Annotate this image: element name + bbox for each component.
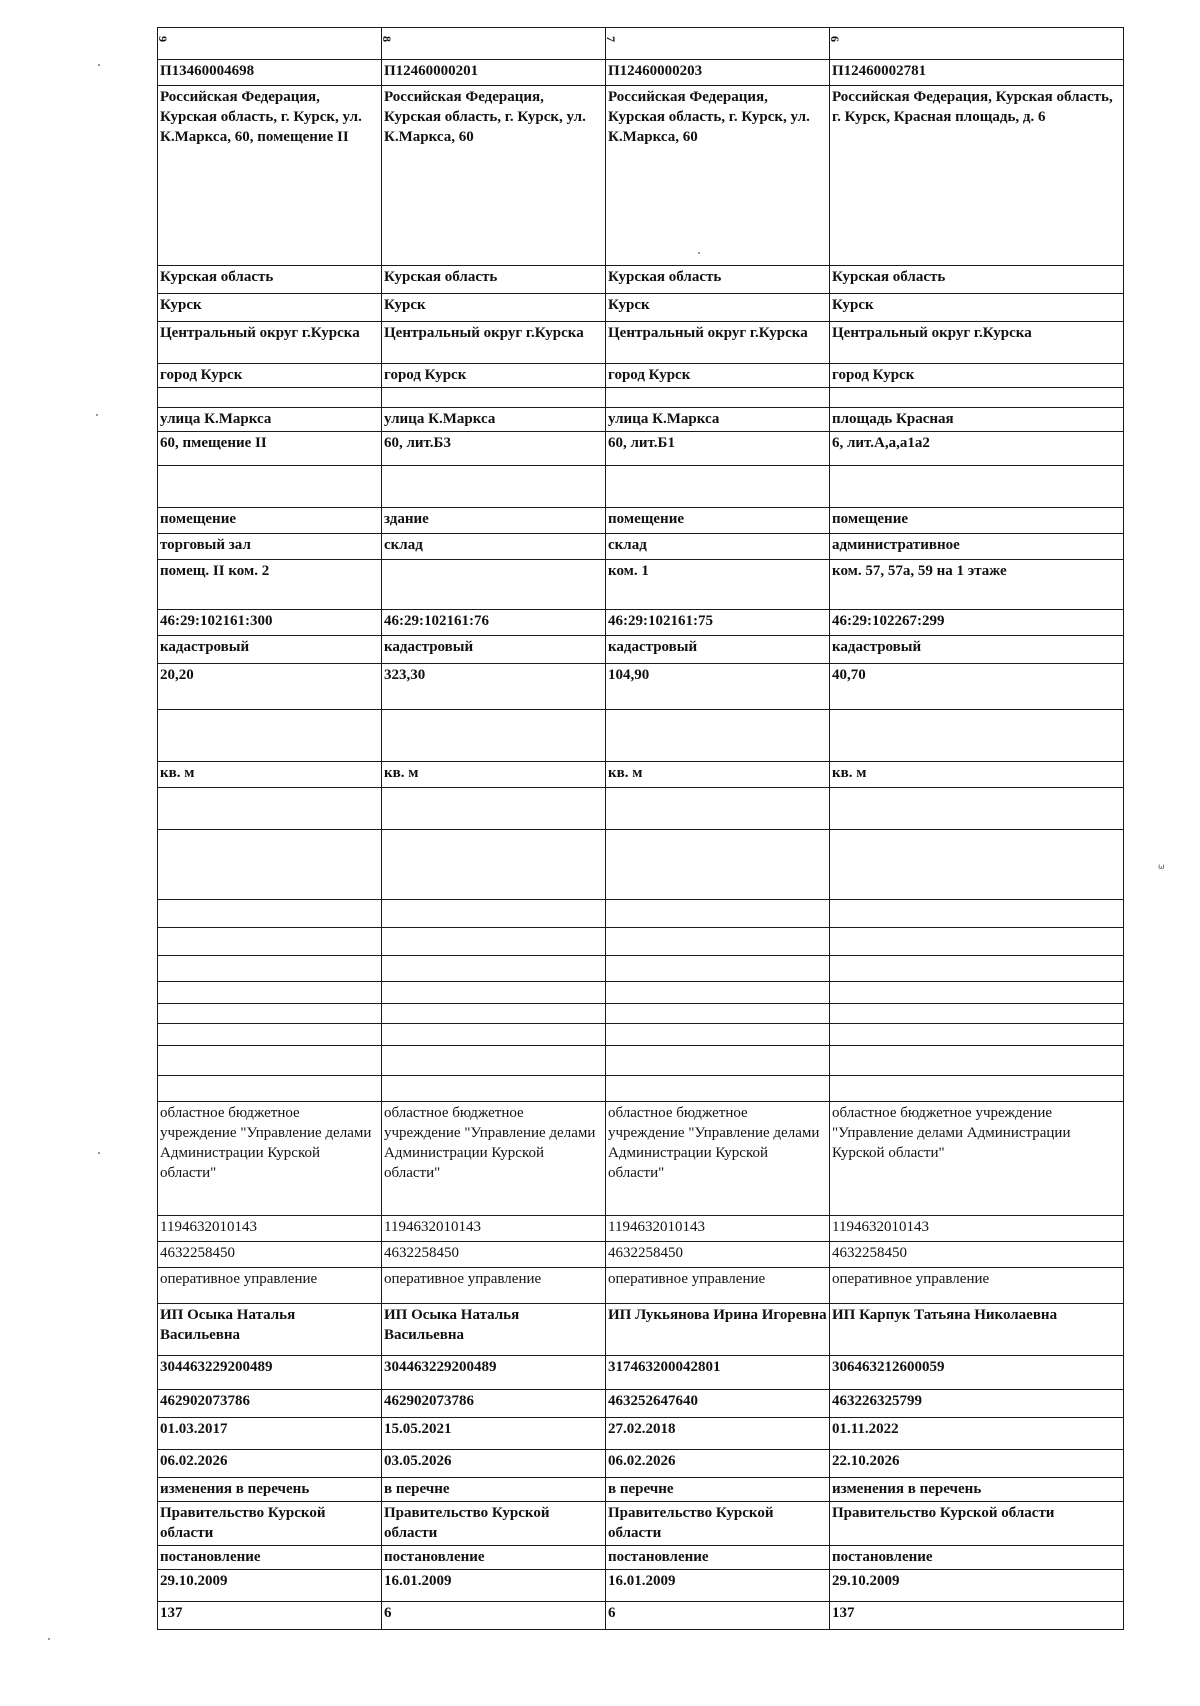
cell-authority: Правительство Курской области bbox=[606, 1502, 830, 1546]
cell-purpose: склад bbox=[606, 534, 830, 560]
cell-unit: кв. м bbox=[382, 762, 606, 788]
cell-cadastral-number: 46:29:102267:299 bbox=[830, 610, 1124, 636]
cell-ogrn: 1194632010143 bbox=[606, 1216, 830, 1242]
cell-change-type: изменения в перечень bbox=[830, 1478, 1124, 1502]
empty-cell bbox=[158, 1024, 382, 1046]
cell-holder: областное бюджетное учреждение "Управление делами Администрации Курской области" bbox=[606, 1102, 830, 1216]
registry-row bbox=[158, 28, 1124, 60]
cell-tenant-ogrnip: 304463229200489 bbox=[382, 1356, 606, 1390]
empty-cell bbox=[158, 956, 382, 982]
cell-area: 104,90 bbox=[606, 664, 830, 710]
cell-index bbox=[830, 28, 1124, 60]
cell-full-address: Российская Федерация, Курская область, г. Курск, ул. К.Маркса, 60 bbox=[606, 86, 830, 266]
cell-act-number: 137 bbox=[158, 1602, 382, 1630]
cell-unit: кв. м bbox=[830, 762, 1124, 788]
cell-tenant: ИП Карпук Татьяна Николаевна bbox=[830, 1304, 1124, 1356]
registry-row bbox=[158, 1546, 1124, 1570]
registry-row bbox=[158, 1242, 1124, 1268]
cell-number-type: кадастровый bbox=[158, 636, 382, 664]
registry-row bbox=[158, 1046, 1124, 1076]
cell-description: ком. 1 bbox=[606, 560, 830, 610]
cell-holder: областное бюджетное учреждение "Управление делами Администрации Курской области" bbox=[382, 1102, 606, 1216]
cell-object-type: помещение bbox=[830, 508, 1124, 534]
cell-purpose: административное bbox=[830, 534, 1124, 560]
empty-cell bbox=[830, 928, 1124, 956]
cell-date-from: 15.05.2021 bbox=[382, 1418, 606, 1450]
cell-date-from: 01.11.2022 bbox=[830, 1418, 1124, 1450]
cell-tenant-inn: 462902073786 bbox=[382, 1390, 606, 1418]
empty-cell bbox=[158, 982, 382, 1004]
column-index: 6 bbox=[828, 36, 842, 42]
cell-ogrn: 1194632010143 bbox=[830, 1216, 1124, 1242]
empty-cell bbox=[382, 982, 606, 1004]
cell-description: ком. 57, 57а, 59 на 1 этаже bbox=[830, 560, 1124, 610]
cell-unit: кв. м bbox=[158, 762, 382, 788]
cell-tenant-inn: 463252647640 bbox=[606, 1390, 830, 1418]
registry-row bbox=[158, 830, 1124, 900]
registry-row bbox=[158, 1076, 1124, 1102]
registry-row bbox=[158, 1102, 1124, 1216]
cell-blank-1 bbox=[830, 388, 1124, 408]
empty-cell bbox=[606, 1046, 830, 1076]
cell-region: Курская область bbox=[606, 266, 830, 294]
cell-city: Курск bbox=[158, 294, 382, 322]
cell-index bbox=[158, 28, 382, 60]
cell-cadastral-number: 46:29:102161:300 bbox=[158, 610, 382, 636]
registry-row bbox=[158, 900, 1124, 928]
cell-ogrn: 1194632010143 bbox=[382, 1216, 606, 1242]
cell-act-number: 137 bbox=[830, 1602, 1124, 1630]
cell-act-type: постановление bbox=[830, 1546, 1124, 1570]
cell-right-type: оперативное управление bbox=[830, 1268, 1124, 1304]
cell-blank-3 bbox=[158, 710, 382, 762]
cell-object-type: помещение bbox=[158, 508, 382, 534]
cell-change-type: в перечне bbox=[382, 1478, 606, 1502]
cell-district: Центральный округ г.Курска bbox=[158, 322, 382, 364]
column-index: 9 bbox=[156, 36, 170, 42]
cell-tenant: ИП Осыка Наталья Васильевна bbox=[382, 1304, 606, 1356]
cell-index bbox=[606, 28, 830, 60]
cell-house: 6, лит.А,а,а1а2 bbox=[830, 432, 1124, 466]
empty-cell bbox=[606, 1076, 830, 1102]
cell-full-address: Российская Федерация, Курская область, г. Курск, ул. К.Маркса, 60, помещение II bbox=[158, 86, 382, 266]
registry-row bbox=[158, 1418, 1124, 1450]
cell-street: улица К.Маркса bbox=[158, 408, 382, 432]
registry-row bbox=[158, 610, 1124, 636]
empty-cell bbox=[382, 1024, 606, 1046]
cell-number-type: кадастровый bbox=[830, 636, 1124, 664]
empty-cell bbox=[158, 1004, 382, 1024]
empty-cell bbox=[830, 1024, 1124, 1046]
cell-date-to: 06.02.2026 bbox=[606, 1450, 830, 1478]
cell-act-date: 29.10.2009 bbox=[158, 1570, 382, 1602]
empty-cell bbox=[830, 1076, 1124, 1102]
registry-row bbox=[158, 266, 1124, 294]
cell-cadastral-number: 46:29:102161:76 bbox=[382, 610, 606, 636]
empty-cell bbox=[830, 788, 1124, 830]
cell-street: площадь Красная bbox=[830, 408, 1124, 432]
registry-row bbox=[158, 364, 1124, 388]
cell-locality: город Курск bbox=[830, 364, 1124, 388]
registry-row bbox=[158, 1602, 1124, 1630]
speck bbox=[698, 252, 700, 254]
registry-row bbox=[158, 710, 1124, 762]
empty-cell bbox=[382, 788, 606, 830]
registry-row bbox=[158, 1356, 1124, 1390]
empty-cell bbox=[158, 1046, 382, 1076]
speck bbox=[48, 1638, 50, 1640]
cell-inn: 4632258450 bbox=[606, 1242, 830, 1268]
cell-act-date: 16.01.2009 bbox=[606, 1570, 830, 1602]
empty-cell bbox=[606, 788, 830, 830]
cell-change-type: в перечне bbox=[606, 1478, 830, 1502]
registry-row bbox=[158, 408, 1124, 432]
cell-blank-1 bbox=[158, 388, 382, 408]
empty-cell bbox=[158, 928, 382, 956]
empty-cell bbox=[382, 830, 606, 900]
registry-row bbox=[158, 1502, 1124, 1546]
margin-mark: ω bbox=[1158, 862, 1165, 871]
column-index: 7 bbox=[604, 36, 618, 42]
cell-area: 20,20 bbox=[158, 664, 382, 710]
cell-tenant-ogrnip: 306463212600059 bbox=[830, 1356, 1124, 1390]
registry-row bbox=[158, 322, 1124, 364]
registry-row bbox=[158, 1216, 1124, 1242]
cell-inn: 4632258450 bbox=[158, 1242, 382, 1268]
cell-date-to: 03.05.2026 bbox=[382, 1450, 606, 1478]
cell-authority: Правительство Курской области bbox=[830, 1502, 1124, 1546]
cell-house: 60, лит.Б1 bbox=[606, 432, 830, 466]
registry-row bbox=[158, 1304, 1124, 1356]
empty-cell bbox=[382, 1004, 606, 1024]
cell-street: улица К.Маркса bbox=[606, 408, 830, 432]
registry-row bbox=[158, 1024, 1124, 1046]
cell-blank-2 bbox=[606, 466, 830, 508]
empty-cell bbox=[382, 1046, 606, 1076]
registry-row bbox=[158, 1478, 1124, 1502]
cell-city: Курск bbox=[606, 294, 830, 322]
empty-cell bbox=[158, 830, 382, 900]
cell-registry-number: П12460002781 bbox=[830, 60, 1124, 86]
cell-unit: кв. м bbox=[606, 762, 830, 788]
cell-house: 60, пмещение II bbox=[158, 432, 382, 466]
cell-ogrn: 1194632010143 bbox=[158, 1216, 382, 1242]
cell-city: Курск bbox=[830, 294, 1124, 322]
registry-row bbox=[158, 982, 1124, 1004]
registry-row bbox=[158, 1570, 1124, 1602]
cell-full-address: Российская Федерация, Курская область, г. Курск, ул. К.Маркса, 60 bbox=[382, 86, 606, 266]
cell-right-type: оперативное управление bbox=[382, 1268, 606, 1304]
registry-row bbox=[158, 956, 1124, 982]
registry-row bbox=[158, 508, 1124, 534]
registry-row bbox=[158, 1450, 1124, 1478]
empty-cell bbox=[606, 1004, 830, 1024]
speck bbox=[96, 414, 98, 416]
cell-district: Центральный округ г.Курска bbox=[830, 322, 1124, 364]
cell-number-type: кадастровый bbox=[606, 636, 830, 664]
cell-date-to: 22.10.2026 bbox=[830, 1450, 1124, 1478]
cell-tenant-inn: 463226325799 bbox=[830, 1390, 1124, 1418]
cell-street: улица К.Маркса bbox=[382, 408, 606, 432]
cell-tenant: ИП Лукьянова Ирина Игоревна bbox=[606, 1304, 830, 1356]
registry-row bbox=[158, 1268, 1124, 1304]
cell-purpose: склад bbox=[382, 534, 606, 560]
cell-area: 40,70 bbox=[830, 664, 1124, 710]
cell-authority: Правительство Курской области bbox=[382, 1502, 606, 1546]
cell-blank-1 bbox=[382, 388, 606, 408]
cell-tenant: ИП Осыка Наталья Васильевна bbox=[158, 1304, 382, 1356]
registry-row bbox=[158, 1390, 1124, 1418]
empty-cell bbox=[606, 900, 830, 928]
empty-cell bbox=[606, 982, 830, 1004]
cell-act-type: постановление bbox=[158, 1546, 382, 1570]
cell-description: помещ. II ком. 2 bbox=[158, 560, 382, 610]
empty-cell bbox=[830, 956, 1124, 982]
cell-blank-2 bbox=[382, 466, 606, 508]
empty-cell bbox=[830, 1046, 1124, 1076]
registry-row bbox=[158, 60, 1124, 86]
empty-cell bbox=[830, 1004, 1124, 1024]
cell-locality: город Курск bbox=[158, 364, 382, 388]
cell-registry-number: П13460004698 bbox=[158, 60, 382, 86]
cell-inn: 4632258450 bbox=[382, 1242, 606, 1268]
cell-right-type: оперативное управление bbox=[158, 1268, 382, 1304]
property-registry-table bbox=[157, 27, 1124, 1630]
cell-registry-number: П12460000203 bbox=[606, 60, 830, 86]
cell-holder: областное бюджетное учреждение "Управление делами Администрации Курской области" bbox=[158, 1102, 382, 1216]
registry-row bbox=[158, 86, 1124, 266]
cell-purpose: торговый зал bbox=[158, 534, 382, 560]
cell-registry-number: П12460000201 bbox=[382, 60, 606, 86]
cell-inn: 4632258450 bbox=[830, 1242, 1124, 1268]
empty-cell bbox=[158, 788, 382, 830]
registry-row bbox=[158, 560, 1124, 610]
cell-right-type: оперативное управление bbox=[606, 1268, 830, 1304]
empty-cell bbox=[382, 928, 606, 956]
cell-region: Курская область bbox=[158, 266, 382, 294]
empty-cell bbox=[606, 928, 830, 956]
empty-cell bbox=[606, 1024, 830, 1046]
cell-full-address: Российская Федерация, Курская область, г. Курск, Красная площадь, д. 6 bbox=[830, 86, 1124, 266]
speck bbox=[98, 64, 100, 66]
cell-house: 60, лит.Б3 bbox=[382, 432, 606, 466]
cell-blank-3 bbox=[382, 710, 606, 762]
registry-row bbox=[158, 762, 1124, 788]
cell-district: Центральный округ г.Курска bbox=[606, 322, 830, 364]
cell-tenant-ogrnip: 317463200042801 bbox=[606, 1356, 830, 1390]
empty-cell bbox=[382, 956, 606, 982]
empty-cell bbox=[830, 982, 1124, 1004]
cell-date-from: 01.03.2017 bbox=[158, 1418, 382, 1450]
cell-blank-3 bbox=[830, 710, 1124, 762]
cell-blank-2 bbox=[830, 466, 1124, 508]
speck bbox=[98, 1152, 100, 1154]
empty-cell bbox=[382, 900, 606, 928]
cell-act-type: постановление bbox=[382, 1546, 606, 1570]
cell-locality: город Курск bbox=[606, 364, 830, 388]
cell-locality: город Курск bbox=[382, 364, 606, 388]
registry-row bbox=[158, 466, 1124, 508]
empty-cell bbox=[606, 830, 830, 900]
cell-object-type: помещение bbox=[606, 508, 830, 534]
registry-row bbox=[158, 1004, 1124, 1024]
cell-region: Курская область bbox=[830, 266, 1124, 294]
empty-cell bbox=[158, 900, 382, 928]
cell-object-type: здание bbox=[382, 508, 606, 534]
cell-region: Курская область bbox=[382, 266, 606, 294]
cell-authority: Правительство Курской области bbox=[158, 1502, 382, 1546]
cell-city: Курск bbox=[382, 294, 606, 322]
registry-row bbox=[158, 928, 1124, 956]
cell-act-date: 29.10.2009 bbox=[830, 1570, 1124, 1602]
empty-cell bbox=[830, 900, 1124, 928]
registry-row bbox=[158, 432, 1124, 466]
registry-row bbox=[158, 664, 1124, 710]
registry-row bbox=[158, 534, 1124, 560]
cell-holder: областное бюджетное учреждение "Управление делами Администрации Курской области" bbox=[830, 1102, 1124, 1216]
cell-index bbox=[382, 28, 606, 60]
cell-blank-3 bbox=[606, 710, 830, 762]
cell-act-date: 16.01.2009 bbox=[382, 1570, 606, 1602]
cell-act-number: 6 bbox=[382, 1602, 606, 1630]
empty-cell bbox=[382, 1076, 606, 1102]
registry-row bbox=[158, 294, 1124, 322]
registry-row bbox=[158, 636, 1124, 664]
cell-blank-2 bbox=[158, 466, 382, 508]
empty-cell bbox=[158, 1076, 382, 1102]
registry-row bbox=[158, 388, 1124, 408]
cell-description bbox=[382, 560, 606, 610]
registry-row bbox=[158, 788, 1124, 830]
cell-act-number: 6 bbox=[606, 1602, 830, 1630]
cell-cadastral-number: 46:29:102161:75 bbox=[606, 610, 830, 636]
cell-district: Центральный округ г.Курска bbox=[382, 322, 606, 364]
cell-blank-1 bbox=[606, 388, 830, 408]
cell-tenant-ogrnip: 304463229200489 bbox=[158, 1356, 382, 1390]
column-index: 8 bbox=[380, 36, 394, 42]
cell-date-from: 27.02.2018 bbox=[606, 1418, 830, 1450]
cell-area: 323,30 bbox=[382, 664, 606, 710]
cell-act-type: постановление bbox=[606, 1546, 830, 1570]
cell-number-type: кадастровый bbox=[382, 636, 606, 664]
cell-change-type: изменения в перечень bbox=[158, 1478, 382, 1502]
empty-cell bbox=[606, 956, 830, 982]
cell-tenant-inn: 462902073786 bbox=[158, 1390, 382, 1418]
empty-cell bbox=[830, 830, 1124, 900]
cell-date-to: 06.02.2026 bbox=[158, 1450, 382, 1478]
